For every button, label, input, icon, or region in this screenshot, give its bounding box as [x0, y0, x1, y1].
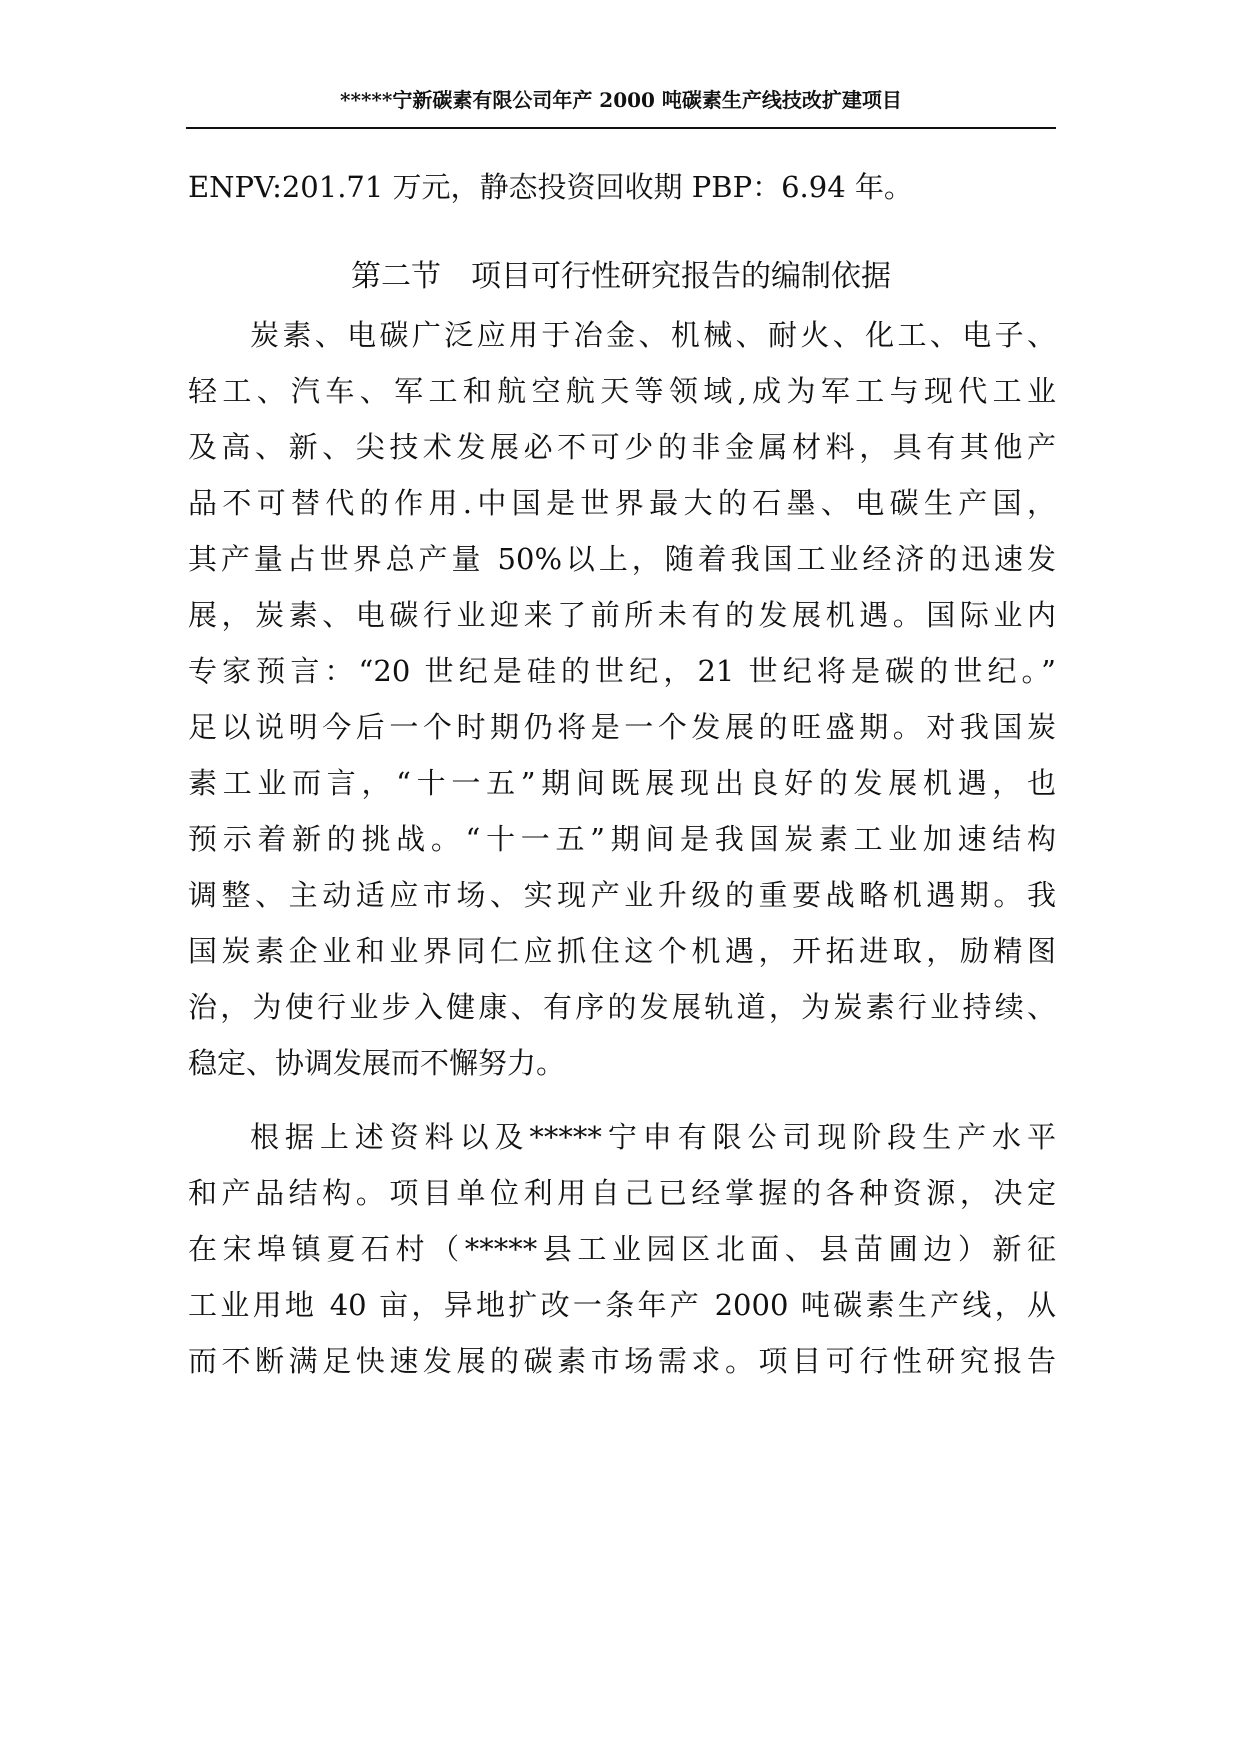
section-title: 第二节 项目可行性研究报告的编制依据 [351, 259, 891, 294]
paragraph-line: 和产品结构。项目单位利用自己已经掌握的各种资源，决定 [188, 1176, 1056, 1210]
paragraph-line: 品不可替代的作用.中国是世界最大的石墨、电碳生产国， [188, 486, 1056, 520]
paragraph-line: 在宋埠镇夏石村（*****县工业园区北面、县苗圃边）新征 [188, 1232, 1056, 1266]
paragraph-line: 根据上述资料以及*****宁申有限公司现阶段生产水平 [250, 1120, 1056, 1154]
paragraph-line: 国炭素企业和业界同仁应抓住这个机遇，开拓进取，励精图 [188, 934, 1056, 968]
paragraph-line: 展，炭素、电碳行业迎来了前所未有的发展机遇。国际业内 [188, 598, 1056, 632]
header-rule [186, 127, 1056, 129]
paragraph-line: 及高、新、尖技术发展必不可少的非金属材料，具有其他产 [188, 430, 1056, 464]
paragraph-line: 轻工、汽车、军工和航空航天等领域,成为军工与现代工业 [188, 374, 1056, 408]
paragraph-line: 素工业而言，“十一五”期间既展现出良好的发展机遇，也 [188, 766, 1056, 800]
paragraph-line: 专家预言：“20 世纪是硅的世纪，21 世纪将是碳的世纪。” [188, 654, 1056, 688]
paragraph-line: 足以说明今后一个时期仍将是一个发展的旺盛期。对我国炭 [188, 710, 1056, 744]
paragraph-line: 其产量占世界总产量 50%以上，随着我国工业经济的迅速发 [188, 542, 1056, 576]
page-header: *****宁新碳素有限公司年产 2000 吨碳素生产线技改扩建项目 [340, 88, 902, 112]
paragraph-line: 工业用地 40 亩，异地扩改一条年产 2000 吨碳素生产线，从 [188, 1288, 1056, 1322]
paragraph-line: 调整、主动适应市场、实现产业升级的重要战略机遇期。我 [188, 878, 1056, 912]
paragraph-line: 治，为使行业步入健康、有序的发展轨道，为炭素行业持续、 [188, 990, 1056, 1024]
paragraph-line: 炭素、电碳广泛应用于冶金、机械、耐火、化工、电子、 [250, 318, 1056, 352]
paragraph-line: 而不断满足快速发展的碳素市场需求。项目可行性研究报告 [188, 1344, 1056, 1378]
paragraph-line: 预示着新的挑战。“十一五”期间是我国炭素工业加速结构 [188, 822, 1056, 856]
lead-line: ENPV:201.71 万元，静态投资回收期 PBP：6.94 年。 [188, 170, 913, 204]
paragraph-line: 稳定、协调发展而不懈努力。 [188, 1046, 566, 1080]
